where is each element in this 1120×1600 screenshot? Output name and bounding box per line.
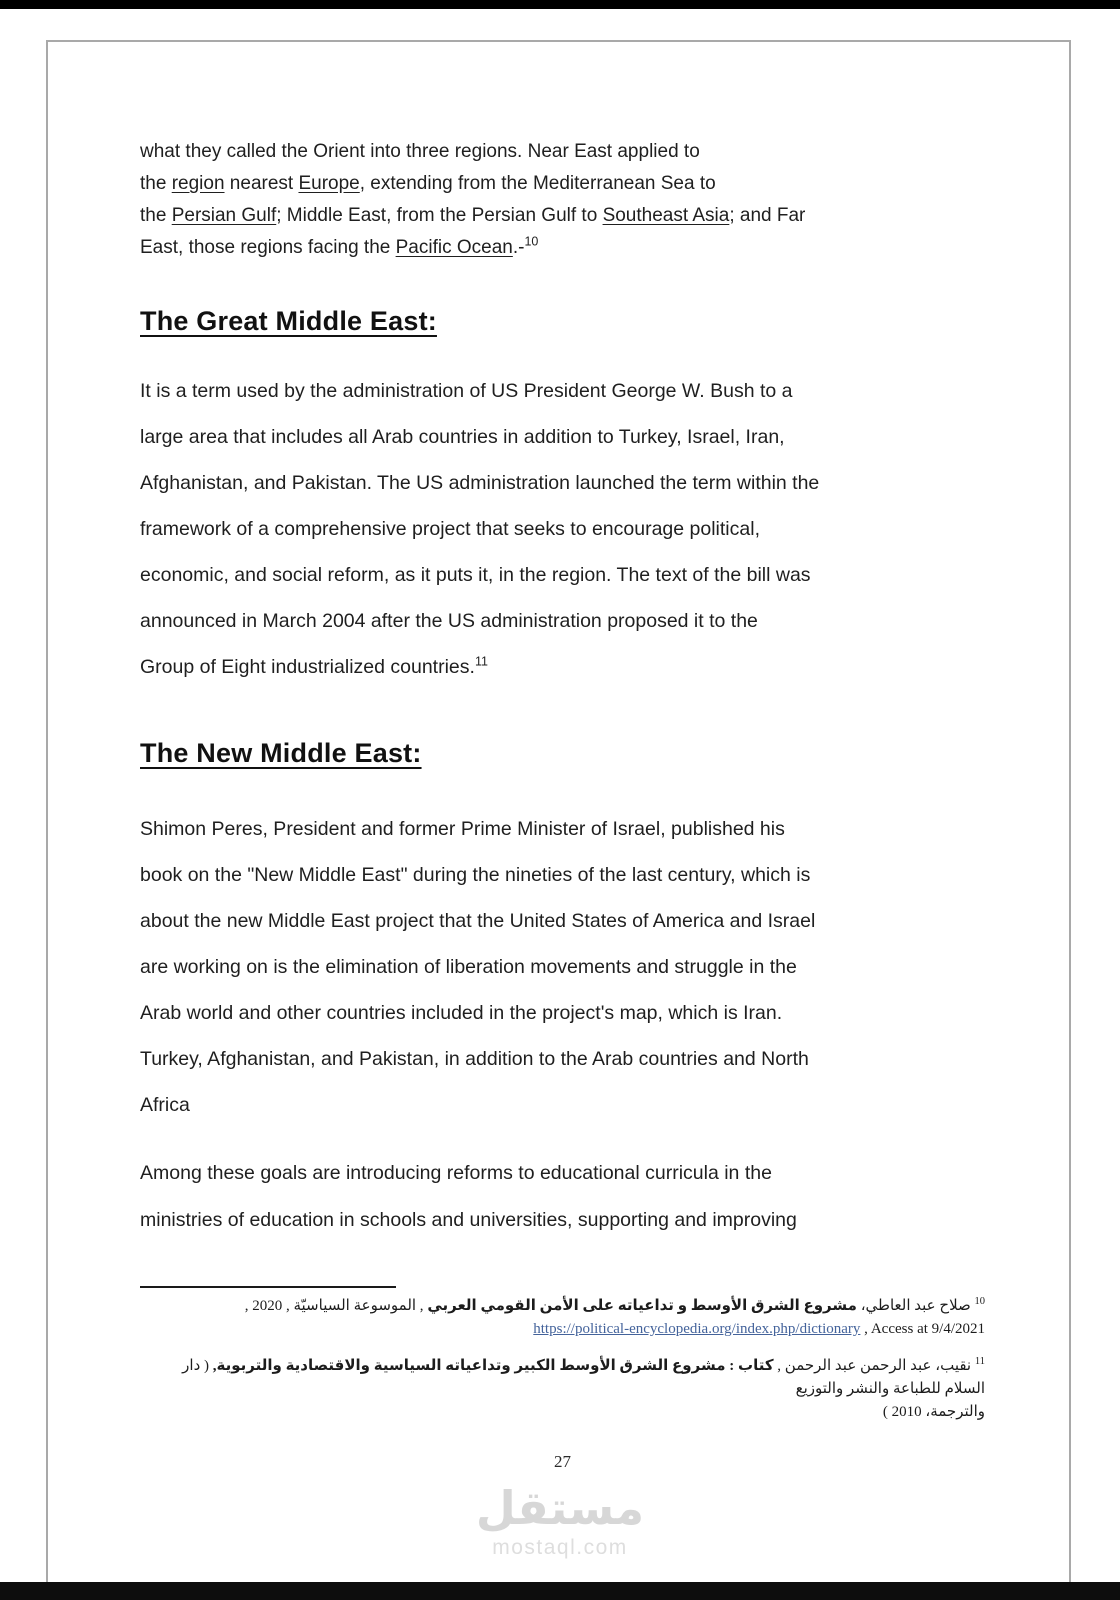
screenshot-top-bar xyxy=(0,0,1120,9)
text-run: , extending from the Mediterranean Sea to xyxy=(359,173,716,194)
footnote-number: 10 xyxy=(974,1296,985,1307)
intro-paragraph xyxy=(140,136,985,264)
text-line: book on the "New Middle East" during the nineties of the last century, which is xyxy=(140,864,811,886)
text-line: It is a term used by the administration of US President George W. Bush to a xyxy=(140,380,793,402)
text-line: Africa xyxy=(140,1094,190,1116)
text-line: Afghanistan, and Pakistan. The US administration launched the term within the xyxy=(140,472,820,494)
heading-new-middle-east: The New Middle East: xyxy=(140,738,422,768)
text-line: are working on is the elimination of liberation movements and struggle in the xyxy=(140,956,797,978)
document-page xyxy=(46,40,1071,1600)
text-run: نقيب، عبد الرحمن عبد الرحمن , xyxy=(773,1358,975,1374)
footnote-bold-title: مشروع الشرق الأوسط و تداعياته على الأمن القومي العربي xyxy=(427,1298,857,1314)
page-content xyxy=(48,42,1069,1472)
text-line xyxy=(140,1401,985,1424)
footnote-10 xyxy=(140,1295,985,1318)
text-run: the xyxy=(140,205,172,226)
text-run: nearest xyxy=(224,173,299,194)
underlined-term: Southeast Asia xyxy=(602,205,730,226)
underlined-term: Europe xyxy=(298,173,360,194)
goals-paragraph xyxy=(140,1150,985,1244)
text-line xyxy=(140,136,985,168)
text-line: Arab world and other countries included in the project's map, which is Iran. xyxy=(140,1002,783,1024)
dictionary-link[interactable]: https://political-encyclopedia.org/index.php/dictionary xyxy=(533,1321,861,1337)
text-run: ( دار السلام للطباعة والنشر والتوزيع xyxy=(182,1358,985,1397)
footnote-separator xyxy=(140,1286,396,1288)
footnote-bold-title: كتاب : مشروع الشرق الأوسط الكبير وتداعياته السياسية والاقتصادية والتربوية, xyxy=(212,1358,774,1374)
text-line xyxy=(140,644,985,690)
text-line: ministries of education in schools and universities, supporting and improving xyxy=(140,1209,797,1231)
text-line xyxy=(140,232,985,264)
footnote-ref-10: 10 xyxy=(524,234,539,249)
text-line xyxy=(140,200,985,232)
text-run: Group of Eight industrialized countries. xyxy=(140,656,475,678)
new-middle-east-paragraph xyxy=(140,806,985,1128)
text-run: .- xyxy=(512,237,525,258)
underlined-term: Persian Gulf xyxy=(171,205,277,226)
screenshot-bottom-bar xyxy=(0,1582,1120,1600)
text-line: Shimon Peres, President and former Prime Minister of Israel, published his xyxy=(140,818,785,840)
text-line: economic, and social reform, as it puts it, in the region. The text of the bill was xyxy=(140,564,811,586)
watermark-site-text: mostaql.com xyxy=(492,1536,628,1559)
text-run: , الموسوعة السياسيّة , 2020 , xyxy=(244,1298,428,1314)
text-line: large area that includes all Arab countries in addition to Turkey, Israel, Iran, xyxy=(140,426,785,448)
text-line: Turkey, Afghanistan, and Pakistan, in addition to the Arab countries and North xyxy=(140,1048,809,1070)
text-line: Among these goals are introducing reforms to educational curricula in the xyxy=(140,1162,772,1184)
page-number: 27 xyxy=(554,1452,571,1471)
text-run: East, those regions facing the xyxy=(140,237,396,258)
text-run: ; and Far xyxy=(729,205,806,226)
text-run: والترجمة، 2010 ) xyxy=(882,1404,985,1420)
footnote-number: 11 xyxy=(974,1356,985,1367)
text-run: what they called the Orient into three regions. Near East applied to xyxy=(140,141,700,162)
great-middle-east-paragraph xyxy=(140,368,985,690)
text-run: ; Middle East, from the Persian Gulf to xyxy=(276,205,603,226)
footnote-11 xyxy=(140,1355,985,1424)
heading-great-middle-east: The Great Middle East: xyxy=(140,306,437,336)
footnote-ref-11: 11 xyxy=(474,654,488,669)
underlined-term: region xyxy=(171,173,225,194)
text-line: framework of a comprehensive project that seeks to encourage political, xyxy=(140,518,760,540)
text-line: announced in March 2004 after the US administration proposed it to the xyxy=(140,610,758,632)
footnote-10-link-line xyxy=(140,1318,985,1341)
mostaql-logo: مستقل xyxy=(475,1481,645,1535)
text-line xyxy=(140,168,985,200)
underlined-term: Pacific Ocean xyxy=(395,237,513,258)
text-run: the xyxy=(140,173,172,194)
text-line: about the new Middle East project that the United States of America and Israel xyxy=(140,910,816,932)
access-date-text: , Access at 9/4/2021 xyxy=(860,1321,985,1337)
text-run: صلاح عبد العاطي، xyxy=(856,1298,975,1314)
